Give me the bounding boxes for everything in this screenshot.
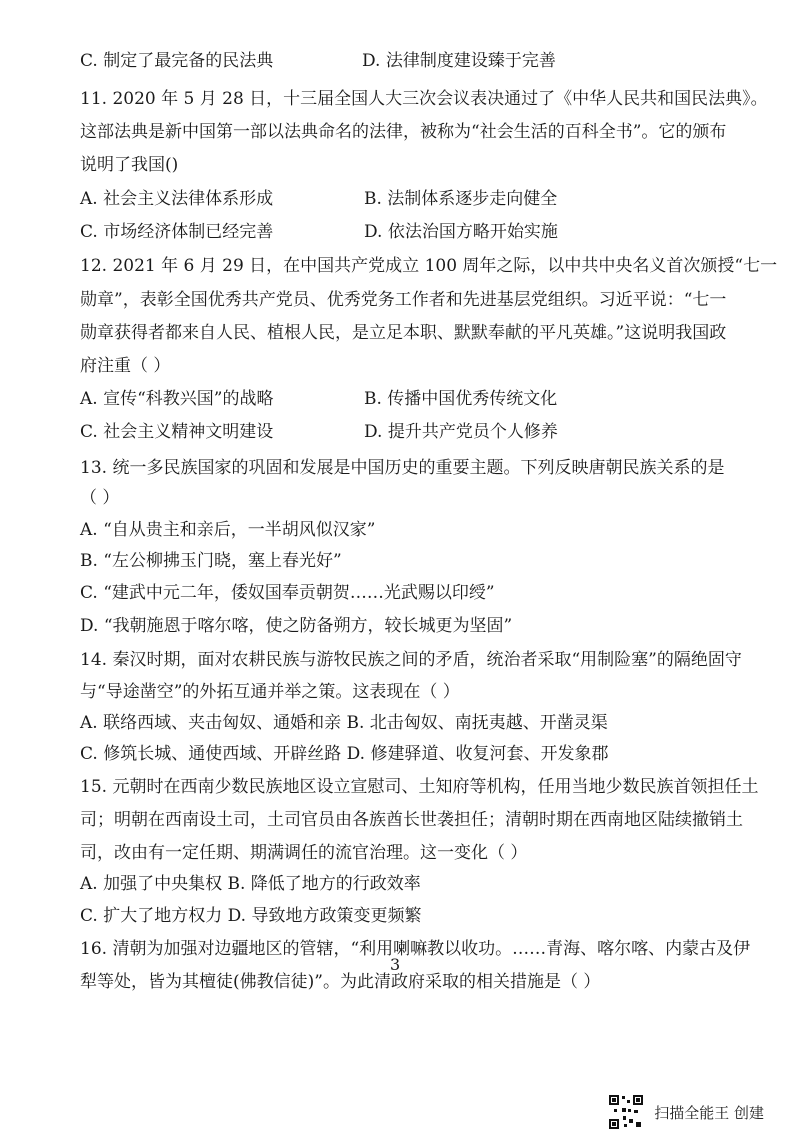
page-number: 3 bbox=[390, 955, 401, 974]
question-15-stem-line3: 司，改由有一定任期、期满调任的流官治理。这一变化（ ） bbox=[80, 843, 528, 863]
question-12-stem-line2: 勋章”，表彰全国优秀共产党员、优秀党务工作者和先进基层党组织。习近平说：“七一 bbox=[80, 290, 727, 310]
question-14-stem-line2: 与“导途凿空”的外拓互通并举之策。这表现在（ ） bbox=[80, 682, 460, 702]
question-14-stem-line1: 14. 秦汉时期，面对农耕民族与游牧民族之间的矛盾，统治者采取“用制险塞”的隔绝固守 bbox=[80, 650, 742, 670]
question-10-option-d: D. 法律制度建设臻于完善 bbox=[362, 51, 556, 71]
question-12-option-a: A. 宣传“科教兴国”的战略 bbox=[80, 389, 274, 409]
question-12-option-c: C. 社会主义精神文明建设 bbox=[80, 422, 274, 442]
question-10-option-c: C. 制定了最完备的民法典 bbox=[80, 51, 274, 71]
question-12-option-b: B. 传播中国优秀传统文化 bbox=[364, 389, 558, 409]
question-11-stem-line3: 说明了我国() bbox=[80, 155, 179, 175]
question-15-stem-line2: 司；明朝在西南设土司，土司官员由各族酋长世袭担任；清朝时期在西南地区陆续撤销土 bbox=[80, 810, 743, 830]
question-15-stem-line1: 15. 元朝时在西南少数民族地区设立宣慰司、土知府等机构，任用当地少数民族首领担任土 bbox=[80, 777, 759, 797]
question-11-stem-line2: 这部法典是新中国第一部以法典命名的法律，被称为“社会生活的百科全书”。它的颁布 bbox=[80, 122, 727, 142]
qr-code-icon bbox=[608, 1094, 644, 1130]
question-14-options-ab: A. 联络西域、夹击匈奴、通婚和亲 B. 北击匈奴、南抚夷越、开凿灵渠 bbox=[80, 713, 608, 733]
question-14-options-cd: C. 修筑长城、通使西域、开辟丝路 D. 修建驿道、收复河套、开发象郡 bbox=[80, 744, 609, 764]
question-12-stem-line4: 府注重（ ） bbox=[80, 356, 171, 376]
question-12-option-d: D. 提升共产党员个人修养 bbox=[364, 422, 558, 442]
footer-text: 扫描全能王 创建 bbox=[654, 1103, 764, 1122]
question-11-stem-line1: 11. 2020 年 5 月 28 日，十三届全国人大三次会议表决通过了《中华人民共和国民法典》。 bbox=[80, 89, 768, 109]
question-11-option-a: A. 社会主义法律体系形成 bbox=[80, 189, 274, 209]
question-13-stem-line2: （ ） bbox=[80, 488, 120, 508]
question-16-stem-line2: 犁等处，皆为其檀徒(佛教信徒)”。为此清政府采取的相关措施是（ ） bbox=[80, 972, 601, 992]
question-15-options-ab: A. 加强了中央集权 B. 降低了地方的行政效率 bbox=[80, 874, 421, 894]
question-11-option-d: D. 依法治国方略开始实施 bbox=[364, 222, 558, 242]
question-13-stem-line1: 13. 统一多民族国家的巩固和发展是中国历史的重要主题。下列反映唐朝民族关系的是 bbox=[80, 458, 725, 478]
question-13-option-b: B. “左公柳拂玉门晓，塞上春光好” bbox=[80, 551, 342, 571]
question-13-option-a: A. “自从贵主和亲后，一半胡风似汉家” bbox=[80, 520, 376, 540]
question-11-option-c: C. 市场经济体制已经完善 bbox=[80, 222, 274, 242]
question-16-stem-line1: 16. 清朝为加强对边疆地区的管辖，“利用喇嘛教以收功。……青海、喀尔喀、内蒙古及伊 bbox=[80, 939, 751, 959]
question-13-option-c: C. “建武中元二年，倭奴国奉贡朝贺……光武赐以印绶” bbox=[80, 583, 495, 603]
question-13-option-d: D. “我朝施恩于喀尔喀，使之防备朔方，较长城更为坚固” bbox=[80, 616, 513, 636]
question-15-options-cd: C. 扩大了地方权力 D. 导致地方政策变更频繁 bbox=[80, 906, 422, 926]
question-12-stem-line1: 12. 2021 年 6 月 29 日，在中国共产党成立 100 周年之际，以中共中央名义首次颁授“七一 bbox=[80, 256, 778, 276]
footer bbox=[608, 1094, 764, 1130]
question-12-stem-line3: 勋章获得者都来自人民、植根人民，是立足本职、默默奉献的平凡英雄。”这说明我国政 bbox=[80, 323, 727, 343]
question-11-option-b: B. 法制体系逐步走向健全 bbox=[364, 189, 558, 209]
